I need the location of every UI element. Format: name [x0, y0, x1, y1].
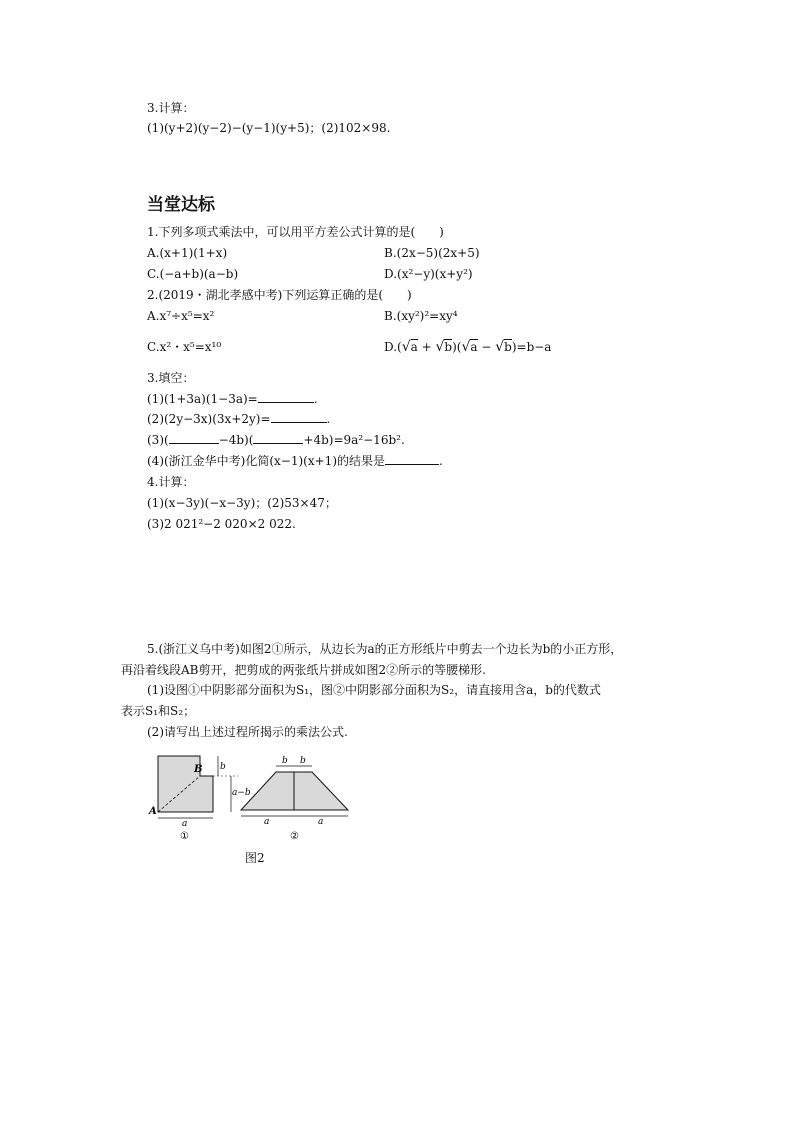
q3-item-1 [147, 391, 318, 407]
q3-item-3 [147, 432, 405, 448]
q3-3-mid: −4b)( [218, 433, 254, 447]
sqrt-icon: √ [401, 339, 411, 355]
answer-blank[interactable] [169, 432, 219, 444]
q2-option-d [384, 339, 551, 355]
period: . [326, 412, 331, 426]
q2-option-c: C.x²・x⁵=x¹⁰ [147, 340, 222, 354]
answer-blank[interactable] [253, 432, 303, 444]
answer-blank[interactable] [258, 391, 314, 403]
fig1-label-a-minus-b: a−b [232, 788, 251, 798]
q3-1-text: (1)(1+3a)(1−3a)= [147, 392, 258, 406]
period: . [439, 454, 443, 468]
fig1-shaded-region [158, 756, 213, 812]
q2-d-result: )=b−a [511, 340, 552, 354]
figure-caption: 图2 [245, 851, 265, 865]
q2-d-plus: + [417, 340, 436, 354]
q5-line-5: (2)请写出上述过程所揭示的乘法公式. [147, 725, 348, 739]
prev-q3-items: (1)(y+2)(y−2)−(y−1)(y+5)；(2)102×98. [147, 121, 391, 135]
q5-line-2: 再沿着线段AB剪开，把剪成的两张纸片拼成如图2②所示的等腰梯形. [121, 663, 486, 677]
q4-item-2: (3)2 021²−2 020×2 022. [147, 517, 296, 531]
sqrt-icon: √ [435, 339, 445, 355]
prev-q3-title: 3.计算： [147, 101, 195, 115]
q2-d-close: )( [452, 340, 462, 354]
q3-3-result: +4b)=9a²−16b². [303, 433, 405, 447]
q3-item-2 [147, 411, 330, 427]
answer-blank[interactable] [385, 453, 439, 465]
q1-option-d: D.(x²−y)(x+y²) [384, 267, 473, 281]
fig2-label-a-left: a [264, 817, 270, 827]
q2-option-a: A.x⁷÷x⁵=x² [147, 309, 215, 323]
fig1-label-A: A [149, 806, 157, 817]
q5-line-1: 5.(浙江义乌中考)如图2①所示，从边长为a的正方形纸片中剪去一个边长为b的小正方形， [147, 642, 623, 656]
fig1-label-B: B [194, 764, 203, 775]
fig1-label-b: b [220, 762, 226, 772]
q5-line-4: 表示S₁和S₂； [121, 704, 196, 718]
answer-blank[interactable] [271, 411, 327, 423]
fig2-label-a-right: a [318, 817, 324, 827]
fig1-number: ① [180, 831, 189, 842]
section-title: 当堂达标 [147, 195, 215, 215]
q2-d-open: D.( [384, 340, 402, 354]
q2-stem: 2.(2019・湖北孝感中考)下列运算正确的是( ) [147, 288, 412, 302]
fig2-number: ② [290, 831, 299, 842]
q3-4-text: (4)(浙江金华中考)化简(x−1)(x+1)的结果是 [147, 454, 386, 468]
period: . [313, 392, 318, 406]
q2-d-radicand-4: b [504, 340, 512, 354]
q2-d-radicand-3: a [470, 340, 478, 354]
q3-title: 3.填空： [147, 371, 195, 385]
q2-d-radicand-2: b [444, 340, 453, 354]
figure-2 [148, 752, 358, 847]
q2-option-b: B.(xy²)²=xy⁴ [384, 309, 458, 323]
q2-d-radicand-1: a [410, 340, 418, 354]
sqrt-icon: √ [461, 339, 471, 355]
q1-stem: 1.下列多项式乘法中，可以用平方差公式计算的是( ) [147, 225, 444, 239]
q1-option-c: C.(−a+b)(a−b) [147, 267, 239, 281]
q3-3-open: (3)( [147, 433, 169, 447]
fig2-label-b-left: b [282, 756, 288, 766]
q4-item-1: (1)(x−3y)(−x−3y)；(2)53×47； [147, 496, 337, 510]
q2-d-minus: − [477, 340, 496, 354]
q5-line-3: (1)设图①中阴影部分面积为S₁，图②中阴影部分面积为S₂，请直接用含a，b的代数式 [147, 683, 601, 697]
q1-option-b: B.(2x−5)(2x+5) [384, 246, 480, 260]
sqrt-icon: √ [495, 339, 505, 355]
q1-option-a: A.(x+1)(1+x) [147, 246, 228, 260]
q4-title: 4.计算： [147, 475, 195, 489]
q3-2-text: (2)(2y−3x)(3x+2y)= [147, 412, 271, 426]
fig2-label-b-right: b [300, 756, 306, 766]
fig1-label-a: a [182, 819, 188, 829]
q3-item-4 [147, 453, 443, 469]
